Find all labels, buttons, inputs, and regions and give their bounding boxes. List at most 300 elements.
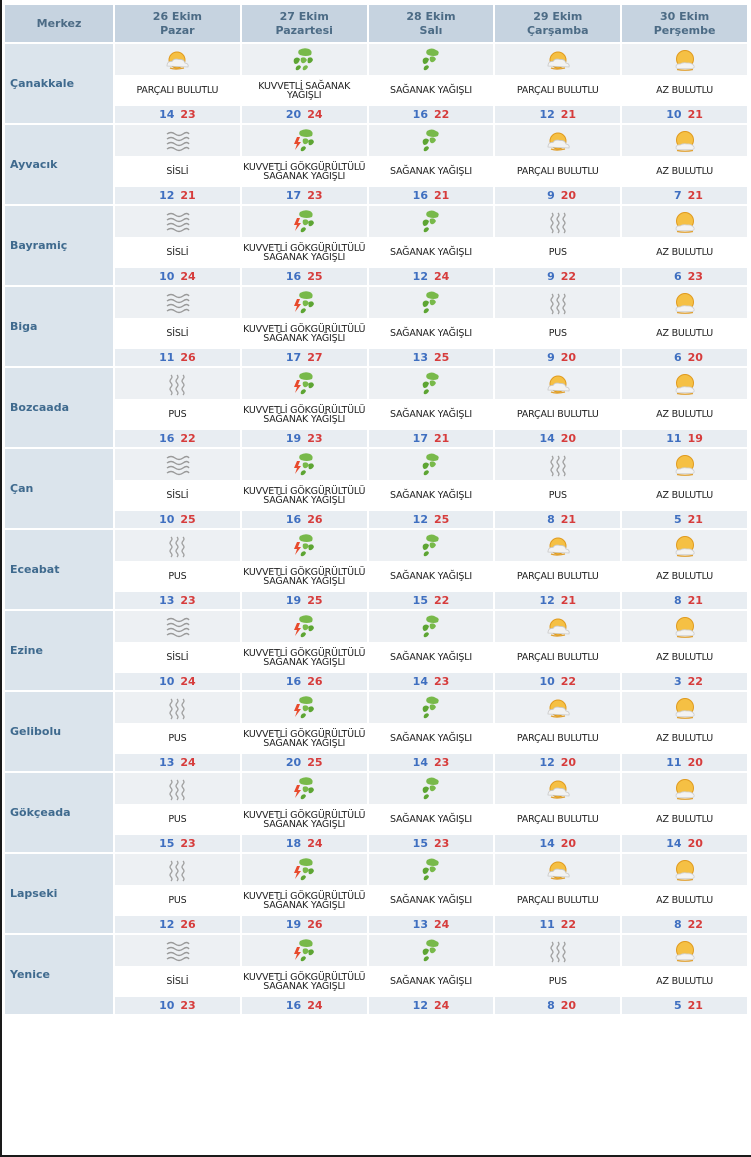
city-temperature-row [5, 106, 747, 123]
temp-min: 5 [673, 999, 682, 1012]
condition-text: SAĞANAK YAĞIŞLI [369, 239, 494, 266]
condition-text: SAĞANAK YAĞIŞLI [369, 77, 494, 104]
condition-text: PUS [115, 887, 240, 914]
temperature-cell [115, 592, 240, 609]
temp-min: 10 [159, 999, 175, 1012]
weather-icon-cell [622, 692, 747, 723]
city-condition-row [5, 725, 747, 752]
condition-text: KUVVETLİ SAĞANAK YAĞIŞLI [242, 77, 367, 104]
temp-min: 12 [539, 108, 555, 121]
city-name: Bayramiç [5, 206, 113, 285]
weather-icon-cell [115, 125, 240, 156]
weather-icon-cell [242, 449, 367, 480]
thunder-shower-icon [242, 290, 367, 316]
temp-min: 17 [412, 432, 428, 445]
city-temperature-row [5, 349, 747, 366]
temp-min: 16 [285, 675, 302, 688]
temp-min: 11 [666, 756, 682, 769]
shower-icon [369, 614, 494, 640]
temp-max: 24 [180, 756, 196, 769]
temp-max: 23 [433, 675, 450, 688]
mostly-sunny-icon [622, 939, 747, 963]
weather-icon-cell [242, 125, 367, 156]
city-temperature-row [5, 430, 747, 447]
weather-icon-cell [622, 773, 747, 804]
city-condition-row [5, 239, 747, 266]
haze-icon [115, 372, 240, 396]
fog-icon [115, 130, 240, 152]
temperature-cell [242, 511, 367, 528]
condition-text: SAĞANAK YAĞIŞLI [369, 806, 494, 833]
condition-text: AZ BULUTLU [622, 644, 747, 671]
city-icon-row [5, 854, 747, 885]
mostly-sunny-icon [622, 210, 747, 234]
forecast-body [5, 44, 747, 1014]
weather-icon-cell [369, 44, 494, 75]
city-icon-row [5, 44, 747, 75]
condition-text: AZ BULUTLU [622, 239, 747, 266]
condition-text: KUVVETLİ GÖKGÜRÜLTÜLÜ SAĞANAK YAĞIŞLI [242, 239, 367, 266]
temp-max: 20 [560, 351, 577, 364]
shower-icon [369, 371, 494, 397]
city-icon-row [5, 773, 747, 804]
heavy-shower-icon [242, 47, 367, 73]
temp-min: 20 [285, 756, 302, 769]
mostly-sunny-icon [622, 129, 747, 153]
weather-icon-cell [242, 44, 367, 75]
temp-max: 25 [307, 594, 323, 607]
temp-max: 23 [307, 189, 323, 202]
condition-text: AZ BULUTLU [622, 563, 747, 590]
temp-max: 20 [687, 351, 703, 364]
temp-max: 21 [560, 108, 577, 121]
temp-min: 9 [547, 270, 555, 283]
weather-icon-cell [115, 611, 240, 642]
temperature-cell [622, 673, 747, 690]
weather-icon-cell [242, 692, 367, 723]
temp-min: 14 [412, 675, 428, 688]
mostly-sunny-icon [622, 534, 747, 558]
temp-min: 12 [412, 513, 428, 526]
condition-text: KUVVETLİ GÖKGÜRÜLTÜLÜ SAĞANAK YAĞIŞLI [242, 806, 367, 833]
city-icon-row [5, 611, 747, 642]
condition-text: PARÇALI BULUTLU [115, 77, 240, 104]
weather-icon-cell [622, 449, 747, 480]
shower-icon [369, 776, 494, 802]
temp-max: 25 [433, 351, 450, 364]
shower-icon [369, 290, 494, 316]
temperature-cell [495, 997, 620, 1014]
mostly-sunny-icon [622, 858, 747, 882]
mostly-sunny-icon [622, 696, 747, 720]
condition-text: SAĞANAK YAĞIŞLI [369, 644, 494, 671]
partly-cloudy-icon [495, 615, 620, 639]
temp-max: 24 [433, 270, 450, 283]
mostly-sunny-icon [622, 291, 747, 315]
city-temperature-row [5, 916, 747, 933]
weather-icon-cell [369, 530, 494, 561]
temp-min: 19 [285, 918, 302, 931]
temp-max: 22 [560, 675, 577, 688]
weather-icon-cell [115, 449, 240, 480]
temp-min: 17 [285, 351, 302, 364]
temp-max: 27 [307, 351, 323, 364]
temp-min: 11 [666, 432, 682, 445]
temp-min: 8 [673, 918, 682, 931]
temp-max: 22 [433, 594, 450, 607]
haze-icon [115, 858, 240, 882]
temp-max: 25 [433, 513, 450, 526]
temperature-cell [242, 187, 367, 204]
temperature-cell [369, 511, 494, 528]
temp-max: 21 [433, 189, 450, 202]
weather-icon-cell [495, 449, 620, 480]
haze-icon [495, 210, 620, 234]
temp-min: 8 [547, 513, 555, 526]
temperature-cell [622, 430, 747, 447]
temp-min: 13 [159, 756, 175, 769]
condition-text: PARÇALI BULUTLU [495, 806, 620, 833]
temp-max: 21 [560, 594, 577, 607]
temp-max: 23 [433, 837, 450, 850]
temperature-cell [495, 268, 620, 285]
temp-max: 24 [433, 999, 450, 1012]
condition-text: PARÇALI BULUTLU [495, 887, 620, 914]
temperature-cell [495, 673, 620, 690]
temp-min: 13 [412, 918, 428, 931]
condition-text: KUVVETLİ GÖKGÜRÜLTÜLÜ SAĞANAK YAĞIŞLI [242, 644, 367, 671]
temperature-cell [242, 430, 367, 447]
header-day [622, 5, 747, 42]
city-name: Eceabat [5, 530, 113, 609]
temperature-cell [115, 511, 240, 528]
weather-icon-cell [115, 206, 240, 237]
haze-icon [495, 939, 620, 963]
temp-min: 15 [412, 837, 428, 850]
weather-icon-cell [369, 368, 494, 399]
temp-max: 22 [687, 675, 703, 688]
weather-icon-cell [622, 206, 747, 237]
day-weekday: Pazartesi [275, 23, 333, 37]
temperature-cell [242, 268, 367, 285]
condition-text: AZ BULUTLU [622, 158, 747, 185]
condition-text: AZ BULUTLU [622, 77, 747, 104]
temperature-cell [242, 754, 367, 771]
day-date: 29 Ekim [533, 9, 583, 23]
haze-icon [495, 453, 620, 477]
weather-icon-cell [622, 125, 747, 156]
temperature-cell [369, 592, 494, 609]
condition-text: SİSLİ [115, 239, 240, 266]
condition-text: SAĞANAK YAĞIŞLI [369, 887, 494, 914]
thunder-shower-icon [242, 938, 367, 964]
temperature-cell [242, 349, 367, 366]
temperature-cell [622, 268, 747, 285]
weather-icon-cell [495, 692, 620, 723]
city-name: Biga [5, 287, 113, 366]
city-condition-row [5, 968, 747, 995]
city-icon-row [5, 692, 747, 723]
temp-max: 22 [560, 918, 577, 931]
temperature-cell [622, 187, 747, 204]
day-date: 28 Ekim [406, 9, 456, 23]
temp-min: 10 [539, 675, 555, 688]
condition-text: PARÇALI BULUTLU [495, 401, 620, 428]
condition-text: PUS [115, 563, 240, 590]
temp-max: 24 [180, 675, 196, 688]
temperature-cell [115, 106, 240, 123]
city-icon-row [5, 449, 747, 480]
temp-min: 13 [159, 594, 175, 607]
thunder-shower-icon [242, 776, 367, 802]
temp-max: 26 [180, 918, 196, 931]
temperature-cell [622, 106, 747, 123]
condition-text: SAĞANAK YAĞIŞLI [369, 401, 494, 428]
haze-icon [495, 291, 620, 315]
city-temperature-row [5, 997, 747, 1014]
temp-min: 6 [673, 351, 682, 364]
temp-min: 9 [547, 189, 555, 202]
city-name: Gelibolu [5, 692, 113, 771]
temp-max: 23 [180, 999, 196, 1012]
weather-icon-cell [622, 854, 747, 885]
condition-text: SAĞANAK YAĞIŞLI [369, 563, 494, 590]
weather-icon-cell [369, 773, 494, 804]
city-temperature-row [5, 187, 747, 204]
temp-max: 20 [560, 432, 577, 445]
temp-max: 24 [433, 918, 450, 931]
temp-min: 10 [159, 513, 175, 526]
temperature-cell [495, 916, 620, 933]
weather-icon-cell [115, 530, 240, 561]
weather-icon-cell [242, 854, 367, 885]
temp-min: 10 [159, 270, 175, 283]
temp-min: 12 [159, 189, 175, 202]
condition-text: KUVVETLİ GÖKGÜRÜLTÜLÜ SAĞANAK YAĞIŞLI [242, 887, 367, 914]
condition-text: SİSLİ [115, 968, 240, 995]
temp-max: 26 [307, 513, 323, 526]
city-condition-row [5, 806, 747, 833]
shower-icon [369, 938, 494, 964]
condition-text: KUVVETLİ GÖKGÜRÜLTÜLÜ SAĞANAK YAĞIŞLI [242, 725, 367, 752]
temp-max: 24 [307, 108, 323, 121]
weather-icon-cell [115, 287, 240, 318]
header-day [369, 5, 494, 42]
temp-max: 20 [560, 756, 577, 769]
temp-max: 26 [307, 918, 323, 931]
temperature-cell [622, 592, 747, 609]
temp-max: 21 [687, 513, 703, 526]
city-name: Çanakkale [5, 44, 113, 123]
temp-min: 12 [159, 918, 175, 931]
weather-icon-cell [495, 287, 620, 318]
partly-cloudy-icon [495, 129, 620, 153]
temperature-cell [369, 106, 494, 123]
fog-icon [115, 454, 240, 476]
temp-max: 22 [180, 432, 196, 445]
temp-min: 16 [159, 432, 175, 445]
temperature-cell [495, 349, 620, 366]
temperature-cell [495, 430, 620, 447]
temp-max: 21 [687, 108, 703, 121]
temp-min: 14 [159, 108, 175, 121]
weather-icon-cell [369, 287, 494, 318]
temperature-cell [495, 187, 620, 204]
temperature-cell [622, 754, 747, 771]
temperature-cell [242, 916, 367, 933]
temp-max: 20 [560, 189, 577, 202]
temperature-cell [115, 268, 240, 285]
thunder-shower-icon [242, 128, 367, 154]
temp-max: 21 [687, 594, 703, 607]
condition-text: AZ BULUTLU [622, 401, 747, 428]
temp-min: 14 [412, 756, 428, 769]
temp-max: 25 [307, 756, 323, 769]
condition-text: PARÇALI BULUTLU [495, 725, 620, 752]
condition-text: SİSLİ [115, 644, 240, 671]
condition-text: SAĞANAK YAĞIŞLI [369, 725, 494, 752]
weather-icon-cell [242, 773, 367, 804]
temperature-cell [115, 835, 240, 852]
weather-icon-cell [242, 287, 367, 318]
weather-icon-cell [622, 44, 747, 75]
temp-min: 14 [666, 837, 682, 850]
temp-max: 26 [180, 351, 196, 364]
weather-icon-cell [115, 368, 240, 399]
condition-text: AZ BULUTLU [622, 887, 747, 914]
temperature-cell [622, 916, 747, 933]
day-date: 26 Ekim [152, 9, 202, 23]
temp-min: 11 [159, 351, 175, 364]
weather-icon-cell [369, 206, 494, 237]
temperature-cell [242, 592, 367, 609]
header-day [495, 5, 620, 42]
temp-min: 15 [159, 837, 175, 850]
weather-icon-cell [495, 125, 620, 156]
condition-text: AZ BULUTLU [622, 725, 747, 752]
temp-max: 24 [180, 270, 196, 283]
weather-icon-cell [115, 44, 240, 75]
condition-text: SAĞANAK YAĞIŞLI [369, 968, 494, 995]
fog-icon [115, 940, 240, 962]
thunder-shower-icon [242, 209, 367, 235]
condition-text: PUS [495, 320, 620, 347]
weather-icon-cell [495, 854, 620, 885]
shower-icon [369, 857, 494, 883]
partly-cloudy-icon [495, 696, 620, 720]
weather-icon-cell [242, 611, 367, 642]
fog-icon [115, 292, 240, 314]
temp-max: 25 [307, 270, 323, 283]
condition-text: KUVVETLİ GÖKGÜRÜLTÜLÜ SAĞANAK YAĞIŞLI [242, 158, 367, 185]
temperature-cell [369, 754, 494, 771]
header-day [115, 5, 240, 42]
condition-text: SAĞANAK YAĞIŞLI [369, 482, 494, 509]
weather-icon-cell [369, 692, 494, 723]
temp-min: 8 [547, 999, 555, 1012]
partly-cloudy-icon [495, 372, 620, 396]
temperature-cell [495, 592, 620, 609]
weather-icon-cell [622, 368, 747, 399]
temp-min: 14 [539, 837, 555, 850]
temp-max: 22 [433, 108, 450, 121]
condition-text: PUS [495, 239, 620, 266]
temp-min: 16 [285, 270, 302, 283]
temp-max: 21 [687, 999, 703, 1012]
temp-min: 19 [285, 432, 302, 445]
temperature-cell [242, 673, 367, 690]
temp-max: 21 [180, 189, 196, 202]
temp-min: 12 [412, 999, 428, 1012]
temp-max: 22 [687, 918, 703, 931]
weather-icon-cell [115, 692, 240, 723]
weather-icon-cell [369, 449, 494, 480]
forecast-table [3, 3, 749, 1016]
weather-icon-cell [242, 368, 367, 399]
shower-icon [369, 128, 494, 154]
temp-min: 10 [159, 675, 175, 688]
temp-max: 26 [307, 675, 323, 688]
fog-icon [115, 211, 240, 233]
city-temperature-row [5, 835, 747, 852]
temp-min: 14 [539, 432, 555, 445]
weather-icon-cell [622, 530, 747, 561]
condition-text: PARÇALI BULUTLU [495, 77, 620, 104]
temp-min: 12 [539, 756, 555, 769]
city-name: Yenice [5, 935, 113, 1014]
city-name: Çan [5, 449, 113, 528]
city-name: Lapseki [5, 854, 113, 933]
temperature-cell [369, 349, 494, 366]
mostly-sunny-icon [622, 777, 747, 801]
mostly-sunny-icon [622, 453, 747, 477]
mostly-sunny-icon [622, 615, 747, 639]
temp-min: 15 [412, 594, 428, 607]
condition-text: SİSLİ [115, 482, 240, 509]
fog-icon [115, 616, 240, 638]
temp-min: 12 [539, 594, 555, 607]
thunder-shower-icon [242, 614, 367, 640]
shower-icon [369, 209, 494, 235]
temp-max: 20 [687, 837, 703, 850]
temp-min: 18 [285, 837, 302, 850]
weather-icon-cell [369, 611, 494, 642]
temp-max: 23 [687, 270, 703, 283]
day-weekday: Perşembe [653, 23, 716, 37]
temperature-cell [495, 511, 620, 528]
weather-icon-cell [495, 44, 620, 75]
temp-min: 12 [412, 270, 428, 283]
city-temperature-row [5, 754, 747, 771]
weather-icon-cell [242, 530, 367, 561]
temp-min: 20 [285, 108, 302, 121]
condition-text: SAĞANAK YAĞIŞLI [369, 320, 494, 347]
temp-min: 6 [673, 270, 682, 283]
temp-max: 22 [560, 270, 577, 283]
partly-cloudy-icon [495, 777, 620, 801]
temperature-cell [115, 673, 240, 690]
weather-icon-cell [495, 935, 620, 966]
temperature-cell [369, 187, 494, 204]
thunder-shower-icon [242, 371, 367, 397]
weather-icon-cell [115, 773, 240, 804]
condition-text: PUS [495, 482, 620, 509]
weather-icon-cell [242, 206, 367, 237]
temp-max: 23 [180, 837, 196, 850]
weather-icon-cell [495, 773, 620, 804]
city-condition-row [5, 644, 747, 671]
city-condition-row [5, 563, 747, 590]
